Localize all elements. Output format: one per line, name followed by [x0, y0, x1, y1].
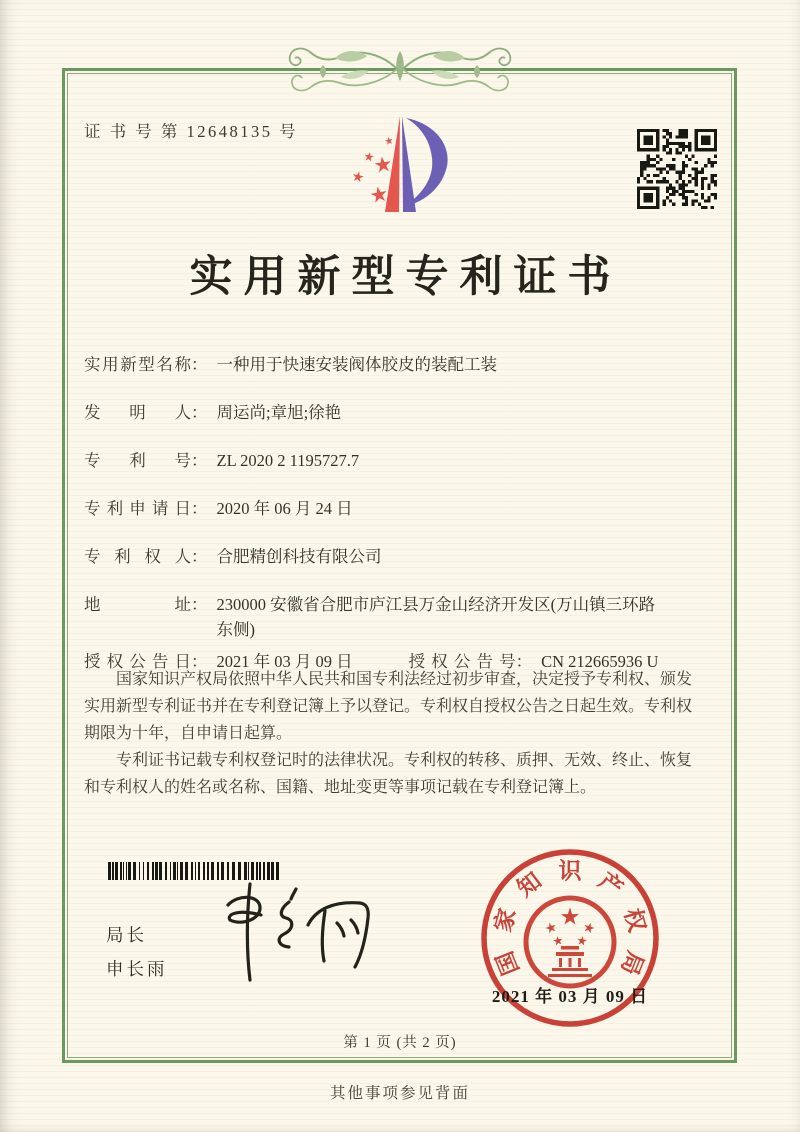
field-row-patentee	[84, 544, 674, 569]
seal-text-char: 产	[593, 867, 628, 902]
qr-code	[637, 129, 717, 209]
field-label: 实用新型名称	[84, 355, 191, 374]
field-label: 发明人	[84, 403, 191, 422]
signer-name: 申长雨	[106, 959, 168, 979]
legal-text	[84, 666, 698, 801]
field-colon: ：	[191, 595, 208, 614]
field-row-filing-date	[84, 496, 674, 521]
field-row-patent-number	[84, 448, 674, 473]
legal-paragraph-1: 国家知识产权局依照中华人民共和国专利法经过初步审查，决定授予专利权、颁发实用新型专利证书并在专利登记簿上予以登记。专利权自授权公告之日起生效。专利权期限为十年，自申请日起算。	[84, 671, 693, 742]
field-value: 230000 安徽省合肥市庐江县万金山经济开发区(万山镇三环路东侧)	[216, 595, 656, 639]
field-label: 地址	[84, 595, 191, 614]
certificate-number: 证 书 号 第 12648135 号	[84, 122, 299, 141]
field-value: 周运尚;章旭;徐艳	[216, 403, 342, 422]
back-note: 其他事项参见背面	[329, 1085, 470, 1102]
field-value: CN 212665936 U	[541, 652, 659, 671]
signature-icon	[212, 878, 382, 996]
field-colon: ：	[515, 652, 533, 671]
seal-text-char: 权	[619, 905, 650, 935]
field-label: 授权公告日	[84, 652, 191, 671]
field-row-inventors	[84, 400, 674, 425]
seal-text-char: 局	[616, 947, 649, 979]
page-indicator: 第 1 页 (共 2 页)	[343, 1035, 457, 1051]
cnipa-logo-icon	[336, 107, 468, 221]
legal-paragraph-2: 专利证书记载专利权登记时的法律状况。专利权的转移、质押、无效、终止、恢复和专利权人的姓名或名称、国籍、地址变更等事项记载在专利登记簿上。	[84, 752, 693, 796]
field-label: 授权公告号	[408, 652, 516, 671]
seal-text-char: 国	[491, 947, 524, 979]
field-colon: ：	[191, 547, 208, 566]
field-label: 专利号	[84, 451, 191, 470]
field-value: ZL 2020 2 1195727.7	[216, 451, 360, 470]
certificate-fields	[84, 352, 674, 697]
field-value: 2021 年 03 月 09 日	[216, 652, 353, 671]
field-label: 专利申请日	[84, 499, 191, 518]
seal-text-char: 知	[512, 867, 547, 902]
field-value: 合肥精创科技有限公司	[216, 547, 382, 566]
field-value: 2020 年 06 月 24 日	[216, 499, 353, 518]
field-value: 一种用于快速安装阀体胶皮的装配工装	[216, 355, 497, 374]
certificate-title: 实用新型专利证书	[189, 254, 622, 301]
seal-date: 2021 年 03 月 09 日	[491, 987, 649, 1006]
field-colon: ：	[191, 652, 208, 671]
seal-text-char: 家	[490, 905, 521, 935]
field-colon: ：	[191, 451, 208, 470]
field-colon: ：	[191, 499, 208, 518]
signer-title: 局长	[106, 925, 147, 945]
field-row-name	[84, 352, 674, 377]
field-label: 专利权人	[84, 547, 191, 566]
top-ornament-icon	[283, 41, 517, 97]
signer-block	[106, 918, 168, 986]
field-colon: ：	[191, 355, 208, 374]
field-colon: ：	[191, 403, 208, 422]
seal-text-char: 识	[558, 858, 582, 884]
field-row-address	[84, 592, 674, 642]
